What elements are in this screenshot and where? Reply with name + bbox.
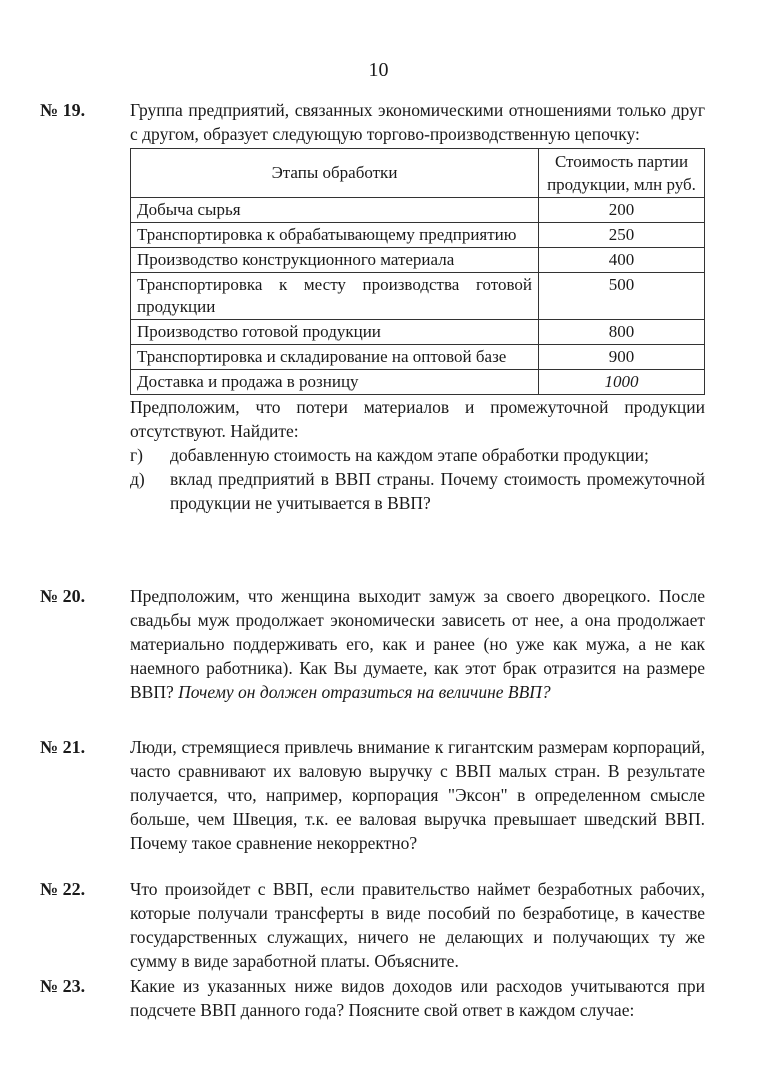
table-row bbox=[131, 370, 705, 395]
subquestion-text: добавленную стоимость на каждом этапе обработки продукции; bbox=[170, 445, 649, 465]
stage-cell: Добыча сырья bbox=[131, 198, 539, 223]
subquestion-label: д) bbox=[130, 469, 145, 489]
problem-22 bbox=[40, 877, 705, 973]
table-row bbox=[131, 273, 705, 320]
problem-20 bbox=[40, 584, 705, 704]
subquestion-d bbox=[130, 467, 705, 515]
table-header-row bbox=[131, 149, 705, 198]
column-header-stage: Этапы обработки bbox=[131, 149, 539, 198]
problem-23 bbox=[40, 974, 705, 1022]
table-row bbox=[131, 198, 705, 223]
problem-19 bbox=[40, 98, 705, 515]
problem-intro: Группа предприятий, связанных экономическими отношениями только друг с другом, образует следующую торгово-производственную цепочку: bbox=[130, 100, 705, 144]
table-row bbox=[131, 320, 705, 345]
problem-text bbox=[130, 584, 705, 704]
problem-number: № 20. bbox=[40, 586, 86, 606]
stage-cell: Транспортировка к обрабатывающему предприятию bbox=[131, 223, 539, 248]
subquestion-text: вклад предприятий в ВВП страны. Почему стоимость промежуточной продукции не учитывается в ВВП? bbox=[170, 469, 705, 513]
cost-cell: 250 bbox=[539, 223, 705, 248]
table-row bbox=[131, 223, 705, 248]
page-number: 10 bbox=[368, 59, 389, 81]
cost-cell: 1000 bbox=[539, 370, 705, 395]
table-row bbox=[131, 345, 705, 370]
stage-cell: Транспортировка и складирование на оптовой базе bbox=[131, 345, 539, 370]
subquestion-label: г) bbox=[130, 445, 144, 465]
problem-followup: Предположим, что потери материалов и промежуточной продукции отсутствуют. Найдите: bbox=[130, 397, 705, 441]
cost-cell: 900 bbox=[539, 345, 705, 370]
problem-text: Люди, стремящиеся привлечь внимание к гигантским размерам корпораций, часто сравнивают их валовую выручку с ВВП малых стран. В результате получается, что, например, корпорация "Эксон" в определенном смысле больше, чем Швеция, т.к. ее валовая выручка превышает шведский ВВП. Почему такое сравнение некорректно? bbox=[130, 737, 705, 853]
problem-text-main: Предположим, что женщина выходит замуж за своего дворецкого. После свадьбы муж продолжает экономически зависеть от нее, а она продолжает материально поддерживать его, как и ранее (но уже как мужа, а не как наемного работника). Как Вы думаете, как этот брак отразится на размере ВВП? bbox=[130, 586, 705, 702]
cost-cell: 800 bbox=[539, 320, 705, 345]
stage-cell: Производство готовой продукции bbox=[131, 320, 539, 345]
problem-number: № 23. bbox=[40, 976, 86, 996]
subquestion-g bbox=[130, 443, 705, 467]
problem-text: Что произойдет с ВВП, если правительство наймет безработных рабочих, которые получали трансферты в виде пособий по безработице, в качестве государственных служащих, ничего не делающих и получающих ту же сумму в виде заработной платы. Объясните. bbox=[130, 879, 705, 971]
problem-number: № 19. bbox=[40, 100, 86, 120]
problem-text-italic: Почему он должен отразиться на величине ВВП? bbox=[178, 682, 551, 702]
problem-number: № 21. bbox=[40, 737, 86, 757]
problem-number: № 22. bbox=[40, 879, 86, 899]
table-row bbox=[131, 248, 705, 273]
stage-cell: Производство конструкционного материала bbox=[131, 248, 539, 273]
cost-cell: 400 bbox=[539, 248, 705, 273]
stage-cell: Доставка и продажа в розницу bbox=[131, 370, 539, 395]
column-header-cost: Стоимость партии продукции, млн руб. bbox=[539, 149, 705, 198]
processing-stages-table bbox=[130, 148, 705, 395]
problem-text: Какие из указанных ниже видов доходов или расходов учитываются при подсчете ВВП данного года? Поясните свой ответ в каждом случае: bbox=[130, 976, 705, 1020]
cost-cell: 500 bbox=[539, 273, 705, 320]
cost-cell: 200 bbox=[539, 198, 705, 223]
stage-cell: Транспортировка к месту производства готовой продукции bbox=[131, 273, 539, 320]
problem-21 bbox=[40, 735, 705, 855]
